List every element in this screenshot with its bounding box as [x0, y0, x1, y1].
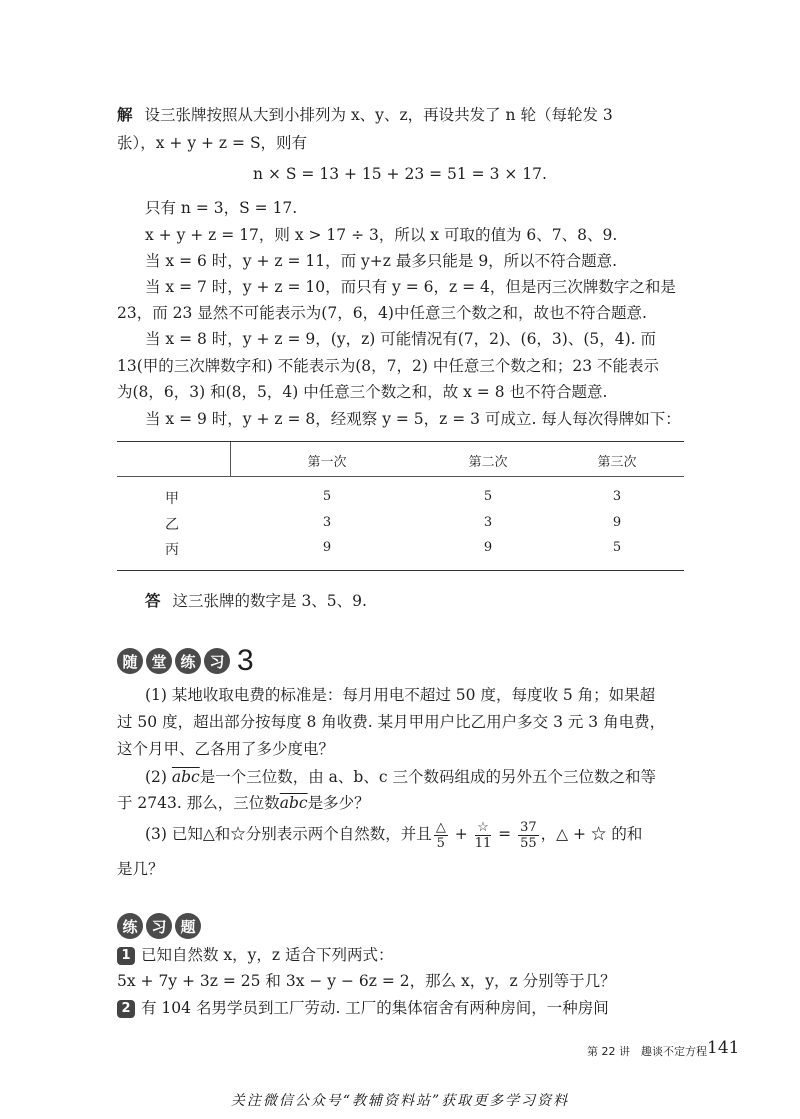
answer-label: 答: [145, 591, 161, 610]
solution-line: 只有 n = 3，S = 17.: [145, 199, 298, 217]
heading-badge: 题: [175, 913, 201, 939]
solution-label: 解: [117, 105, 133, 124]
practice-q2: [145, 766, 656, 788]
practice-q2: [117, 792, 370, 814]
heading-badge: 练: [117, 913, 143, 939]
exercise-1: 5x + 7y + 3z = 25 和 3x − y − 6z = 2，那么 x，y，z 分别等于几？: [117, 972, 616, 990]
fraction: [518, 820, 539, 851]
solution-text: 设三张牌按照从大到小排列为 x、y、z，再设共发了 n 轮（每轮发 3: [144, 106, 613, 124]
practice-q3: [145, 818, 642, 851]
table-row-label: 乙: [165, 517, 179, 533]
heading-badge: 堂: [146, 648, 172, 674]
chapter-footer: 第 22 讲 趣谈不定方程: [587, 1045, 707, 1058]
overline-abc: $\overline{abc}$: [171, 768, 200, 786]
fraction-numerator: △: [435, 819, 446, 835]
table-header-cell: 第一次: [307, 455, 347, 470]
table-cell: 3: [483, 515, 493, 530]
table-header-rule: [117, 476, 684, 477]
cards-table: [117, 441, 684, 571]
solution-equation: n × S = 13 + 15 + 23 = 51 = 3 × 17.: [253, 165, 547, 183]
solution-line: 当 x = 7 时，y + z = 10，而只有 y = 6，z = 4，但是丙三次牌数字之和是: [145, 278, 676, 296]
practice-heading: [117, 644, 254, 677]
exercise-number: 2: [117, 1000, 135, 1018]
watermark-note: 关注微信公众号“教辅资料站”获取更多学习资料: [230, 1093, 570, 1109]
solution-para1-line1: [117, 104, 613, 126]
table-header-cell: 第三次: [597, 455, 637, 470]
fraction-numerator: 37: [520, 819, 537, 835]
table-cell: 5: [322, 489, 332, 504]
table-row-label: 丙: [165, 542, 179, 558]
exercise-2: [117, 997, 609, 1019]
practice-q1: (1) 某地收取电费的标准是：每月用电不超过 50 度，每度收 5 角；如果超: [145, 686, 656, 704]
heading-badge: 练: [175, 648, 201, 674]
q2-text: 是多少？: [307, 794, 370, 812]
heading-badge: 随: [117, 648, 143, 674]
table-header-cell: 第二次: [468, 455, 508, 470]
table-cell: 5: [483, 489, 493, 504]
exercise-number: 1: [117, 947, 135, 965]
equals-sign: =: [498, 825, 512, 843]
answer-text: 这三张牌的数字是 3、5、9.: [172, 592, 367, 610]
q3-text: (3) 已知△和☆分别表示两个自然数，并且: [145, 825, 432, 843]
fraction-denominator: 55: [520, 835, 537, 851]
solution-line: 当 x = 6 时，y + z = 11，而 y+z 最多只能是 9，所以不符合题意.: [145, 252, 618, 270]
solution-line: 当 x = 9 时，y + z = 8，经观察 y = 5，z = 3 可成立. 每人每次得牌如下：: [145, 410, 681, 428]
table-cell: 3: [322, 515, 332, 530]
exercises-heading: [117, 913, 204, 939]
fraction-denominator: 5: [436, 835, 445, 851]
fraction: [434, 820, 448, 851]
solution-line: 13(甲的三次牌数字和) 不能表示为(8，7，2) 中任意三个数之和；23 不能表示: [117, 357, 660, 375]
fraction-denominator: 11: [474, 835, 492, 851]
exercise-text: 有 104 名男学员到工厂劳动. 工厂的集体宿舍有两种房间，一种房间: [141, 999, 609, 1017]
solution-line: x + y + z = 17，则 x > 17 ÷ 3，所以 x 可取的值为 6、7、8、9.: [145, 226, 618, 244]
q2-prefix: (2): [145, 768, 172, 786]
answer-line: [145, 590, 367, 612]
practice-q1: 这个月甲、乙各用了多少度电？: [117, 740, 335, 758]
overline-abc: $\overline{abc}$: [279, 794, 308, 812]
table-divider: [230, 442, 231, 476]
q3-text: ，△ + ☆ 的和: [540, 825, 643, 843]
table-cell: 3: [612, 489, 622, 504]
table-row-label: 甲: [165, 491, 179, 507]
practice-number: 3: [237, 644, 254, 677]
heading-badge: 习: [146, 913, 172, 939]
heading-badge: 习: [204, 648, 230, 674]
plus-sign: +: [454, 825, 468, 843]
solution-line: 23，而 23 显然不可能表示为(7，6，4)中任意三个数之和，故也不符合题意.: [117, 304, 647, 322]
q2-text: 是一个三位数，由 a、b、c 三个数码组成的另外五个三位数之和等: [199, 768, 656, 786]
q2-text: 于 2743. 那么，三位数: [117, 794, 280, 812]
exercise-text: 已知自然数 x，y，z 适合下列两式：: [141, 946, 394, 964]
table-cell: 5: [612, 540, 622, 555]
table-cell: 9: [612, 515, 622, 530]
solution-line: 为(8，6，3) 和(8，5，4) 中任意三个数之和，故 x = 8 也不符合题意.: [117, 383, 608, 401]
practice-q1: 过 50 度，超出部分按每度 8 角收费. 某月甲用户比乙用户多交 3 元 3 角电费，: [117, 713, 666, 731]
practice-q3: 是几？: [117, 860, 164, 878]
fraction-numerator: ☆: [475, 820, 492, 836]
solution-para1-line2: 张），x + y + z = S，则有: [117, 134, 308, 152]
exercise-1: [117, 944, 394, 966]
table-cell: 9: [322, 540, 332, 555]
table-cell: 9: [483, 540, 493, 555]
page-number: 141: [707, 1038, 740, 1058]
fraction: [475, 820, 492, 851]
solution-line: 当 x = 8 时，y + z = 9，(y，z) 可能情况有(7，2)、(6，3)、(5，4). 而: [145, 330, 657, 348]
